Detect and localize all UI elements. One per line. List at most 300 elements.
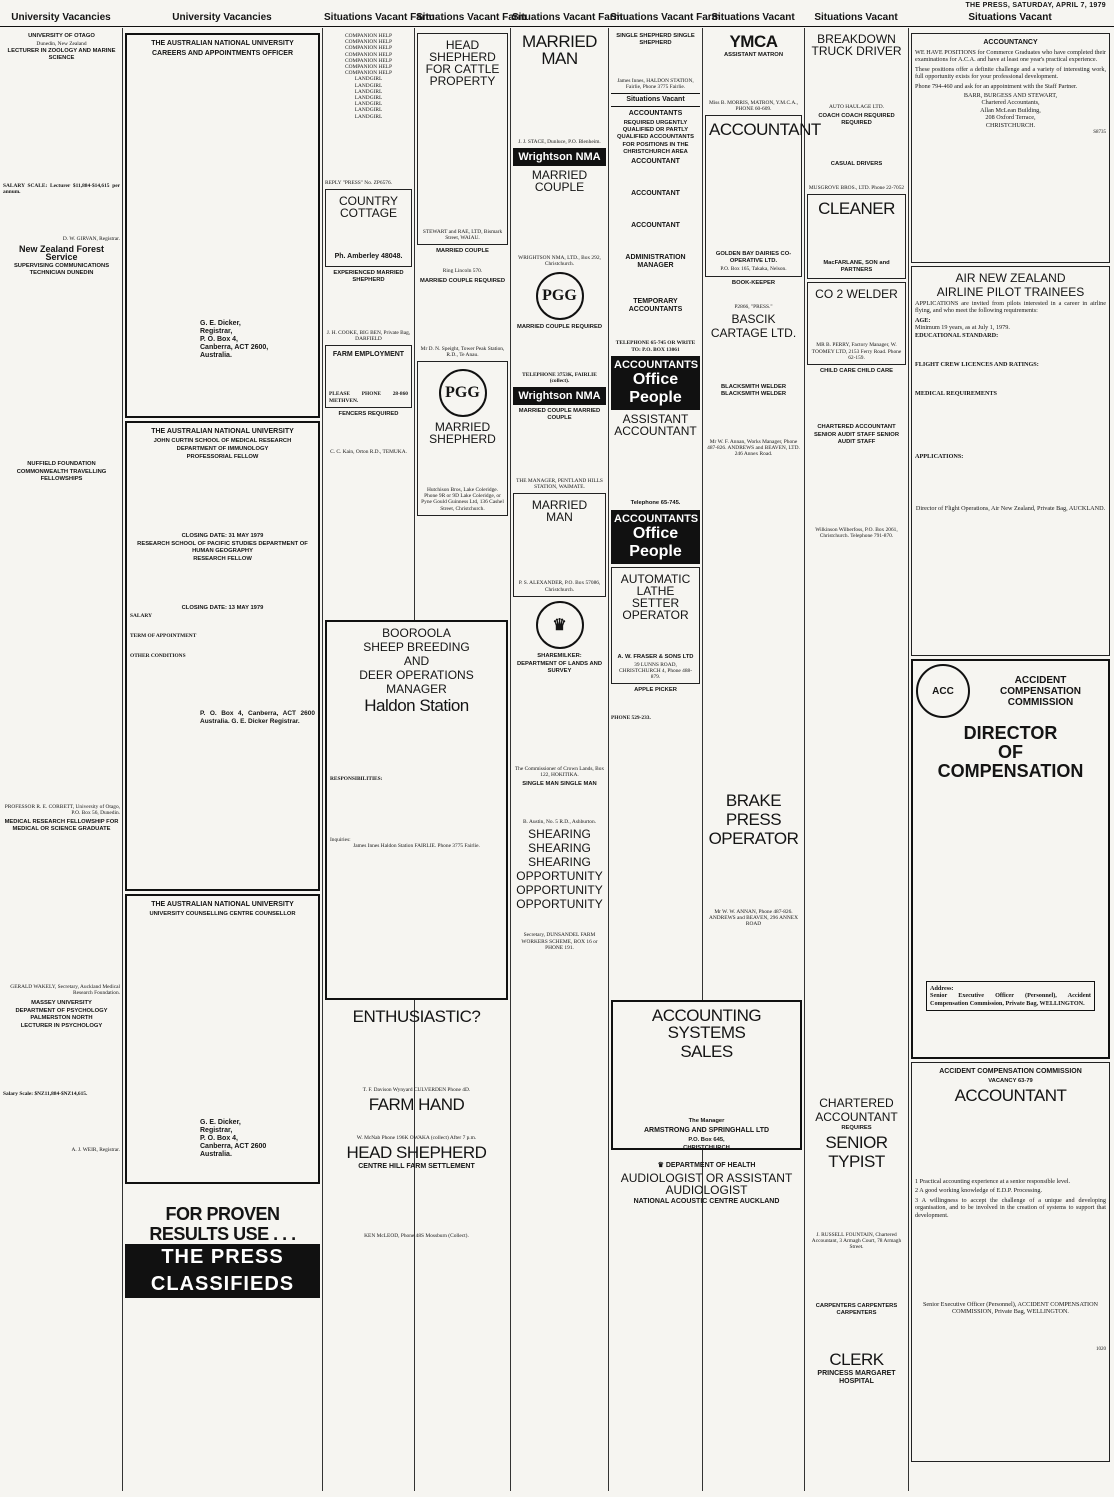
single-man-body (513, 789, 606, 819)
pgg-shepherd-signature: Hutchison Bros, Lake Coleridge. Phone 9R or 9D Lake Coleridge, or Pyne Gould Guinness Ltd, 136 Cashel Street, Christchurch. (421, 487, 504, 512)
bascik-body (705, 341, 802, 381)
married-man-2-ad (513, 493, 606, 596)
column-rule (608, 28, 609, 1491)
forest-service-body (3, 278, 120, 458)
breakdown-truck-body (807, 59, 906, 104)
ymca-post: ASSISTANT MATRON (723, 52, 784, 58)
booroola-inquiries: Inquiries: (330, 837, 351, 844)
companion-help-line: LANDGIRL (354, 82, 383, 89)
accountancy-heading: ACCOUNTANCY (983, 39, 1038, 46)
companion-help-line: COMPANION HELP (345, 64, 392, 71)
shearing-signature: Secretary, DUNSANDEL FARM WORKERS SCHEME, BOX 16 or PHONE 191. (521, 932, 598, 951)
air-nz-flight-body (915, 368, 1106, 390)
booroola-responsibilities: RESPONSIBILITIES: (330, 776, 383, 782)
cleaner-title: CLEANER (818, 199, 895, 219)
head-shepherd-centre-hill-body (325, 1173, 508, 1233)
accounting-systems-line-1: ACCOUNTING SYSTEMS (651, 1006, 762, 1042)
forest-service-ad (3, 245, 120, 458)
companion-help-reply: REPLY "PRESS" No. ZP6576. (325, 179, 393, 186)
pgg-couple-ad (513, 324, 606, 384)
bookkeeper-reply: P2866, "PRESS." (734, 303, 773, 310)
air-nz-medical-body (915, 398, 1106, 453)
anu-counselling-title: THE AUSTRALIAN NATIONAL UNIVERSITY (151, 901, 294, 908)
shearing-body (513, 912, 606, 932)
accountants-sub-2: FOR POSITIONS IN THE CHRISTCHURCH AREA (622, 142, 689, 156)
anu-medical-closing: CLOSING DATE: 31 MAY 1979 (181, 533, 264, 539)
single-man-title: SINGLE MAN SINGLE MAN (522, 781, 597, 788)
senior-audit-title: SENIOR AUDIT STAFF SENIOR AUDIT STAFF (813, 432, 900, 446)
anu-term-head: TERM OF APPOINTMENT (130, 633, 197, 640)
accountancy-phone: Phone 794-460 and ask for an appointment with the Staff Partner. (915, 82, 1078, 90)
accountant-golden-bay-title: ACCOUNTANT (709, 120, 821, 140)
masthead-rule (0, 26, 1114, 27)
senior-audit-signature: Wilkinson Wilberfoss, P.O. Box 2061, Christchurch. Telephone 791-870. (815, 527, 898, 540)
audiologist-body (611, 1208, 802, 1328)
accounting-systems-company: ARMSTRONG AND SPRINGHALL LTD (643, 1127, 770, 1134)
fencers-body (325, 419, 412, 449)
acc-accountant-title: ACCOUNTANT (954, 1086, 1067, 1105)
country-cottage-title: COUNTRY COTTAGE (338, 194, 399, 221)
pgg-shepherd-title: MARRIED SHEPHERD (429, 420, 496, 447)
companion-help-line: LANDGIRL (354, 113, 383, 120)
acoustic-centre: NATIONAL ACOUSTIC CENTRE AUCKLAND (633, 1198, 780, 1205)
acc-director-ad (911, 659, 1110, 1059)
wrightson-couple-ad (513, 169, 606, 267)
married-man-ad (513, 33, 606, 145)
column-rule (122, 28, 123, 1491)
accountant-golden-bay-body (709, 140, 798, 250)
senior-typist-ad (807, 1095, 906, 1295)
accountant-golden-bay-ad (705, 115, 821, 276)
column-3-lower (325, 1005, 508, 1491)
accountants-phone: TELEPHONE 65-745 OR WRITE TO: P.O. BOX 13061 (615, 340, 696, 353)
accountancy-text: WE HAVE POSITIONS for Commerce Graduates who have completed their examinations for A.C.A. and have at least one year's practical experience. (915, 49, 1106, 64)
health-dept-name: DEPARTMENT OF HEALTH (665, 1162, 756, 1169)
anu-salary-head: SALARY (130, 613, 152, 619)
column-heading-6: Situations Vacant Farm (610, 12, 721, 23)
breakdown-truck-ad (807, 33, 906, 110)
accounting-systems-box: P.O. Box 645, (688, 1137, 725, 1143)
director-line: OF (998, 742, 1023, 762)
anu-counselling-sig-line: Canberra, ACT 2600 (200, 1143, 267, 1150)
acc-title-line: COMMISSION (1007, 696, 1074, 708)
accounting-systems-city: CHRISTCHURCH (683, 1145, 730, 1151)
column-rule (322, 28, 323, 1491)
co2-welder-title: CO 2 WELDER (815, 287, 898, 302)
single-shepherd-title: SINGLE SHEPHERD SINGLE SHEPHERD (616, 33, 695, 46)
companion-help-ad (325, 33, 412, 186)
accountant-heading: ACCOUNTANT (631, 158, 680, 166)
air-nz-intro: APPLICATIONS are invited from pilots interested in a career in airline flying, and who meet the following requirements: (915, 300, 1106, 315)
anu-medical-dept: DEPARTMENT OF IMMUNOLOGY (176, 446, 269, 452)
lathe-setter-ad (611, 567, 700, 685)
anu-careers-sig-line: Registrar, (200, 328, 233, 335)
booroola-line-3: AND (403, 654, 430, 668)
nuffield-signature: PROFESSOR R. E. CORBETT, University of Otago, P.O. Box 56, Dunedin. (4, 803, 120, 817)
head-shepherd-centre-hill-ad (325, 1144, 508, 1239)
health-dept (611, 1162, 802, 1170)
co2-welder-body (811, 302, 902, 342)
apple-picker-body (611, 695, 700, 715)
accounting-systems-ad (611, 1000, 802, 1150)
otago-signature: D. W. GIRVAN, Registrar. (62, 235, 120, 242)
typist-line-1: CHARTERED (819, 1096, 894, 1110)
golden-bay-company: GOLDEN BAY DAIRIES CO-OPERATIVE LTD. (715, 251, 792, 265)
companion-help-line: COMPANION HELP (345, 70, 392, 77)
column-7 (705, 30, 821, 610)
breakdown-truck-title: BREAKDOWN TRUCK DRIVER (811, 32, 902, 58)
pentland-signature: THE MANAGER, PENTLAND HILLS STATION, WAIMATE. (516, 478, 603, 491)
acc-accountant-ad (911, 1062, 1110, 1462)
acc-accountant-requirement: 1 Practical accounting experience at a senior responsible level. (915, 1178, 1071, 1185)
companion-help-line: LANDGIRL (354, 101, 383, 108)
sharemilker-ad (513, 601, 606, 778)
booroola-ad (325, 620, 508, 1000)
anu-pacific-school: RESEARCH SCHOOL OF PACIFIC STUDIES DEPARTMENT OF HUMAN GEOGRAPHY (137, 541, 308, 554)
breakdown-truck-company: AUTO HAULAGE LTD. (829, 104, 884, 110)
anu-careers-body (130, 60, 315, 320)
lands-dept: DEPARTMENT OF LANDS AND SURVEY (516, 660, 603, 674)
acc-director-body (916, 781, 1105, 981)
wrightson-logo: Wrightson NMA (513, 148, 606, 166)
brake-line-2: PRESS (725, 810, 782, 829)
accountancy-ad (911, 33, 1110, 263)
acc-accountant-vacancy: VACANCY 63-79 (988, 1078, 1033, 1084)
anu-careers-sig-line: Australia. (200, 352, 232, 359)
booroola-resp-body (330, 782, 503, 837)
single-man-ad (513, 781, 606, 825)
married-man-2-body (517, 525, 602, 580)
column-8-lower (807, 1300, 906, 1491)
acc-header (916, 664, 1105, 718)
crown-crest-icon: ♛ (536, 601, 584, 649)
farm-employment-title: FARM EMPLOYMENT (332, 351, 405, 359)
companion-help-line: LANDGIRL (354, 95, 383, 102)
single-shepherd-ad (611, 33, 700, 90)
nuffield-title: NUFFIELD FOUNDATION (27, 460, 96, 467)
accountant-heading: ACCOUNTANT (631, 190, 680, 198)
brake-press-body (705, 849, 802, 909)
director-line: DIRECTOR (963, 723, 1058, 743)
companion-help-list (325, 33, 412, 120)
married-couple-phone: Ring Lincoln 570. (442, 268, 483, 275)
acc-logo-icon: ACC (916, 664, 970, 718)
administration-manager-heading: ADMINISTRATION MANAGER (625, 254, 686, 270)
acc-address-box (926, 981, 1095, 1011)
carpenters-ad (807, 1303, 906, 1348)
companion-help-line: LANDGIRL (354, 76, 383, 83)
anu-medical-body (130, 462, 315, 532)
married-couple-ad (417, 248, 508, 274)
companion-help-line: COMPANION HELP (345, 51, 392, 58)
column-rule (804, 28, 805, 1491)
column-heading-1: University Vacancies (11, 12, 111, 23)
wrightson-logo: Wrightson NMA (513, 387, 606, 405)
anu-pacific-closing: CLOSING DATE: 13 MAY 1979 (181, 605, 264, 611)
medical-research-signature: GERALD WAKELY, Secretary, Auckland Medical Research Foundation. (10, 984, 120, 997)
booroola-signature: James Innes Haldon Station FAIRLIE. Phone 3775 Fairlie. (353, 843, 480, 850)
massey-body (3, 1031, 120, 1091)
booroola-line-4: DEER OPERATIONS (359, 668, 474, 682)
air-nz-age: Minimum 19 years, as at July 1, 1979. (915, 324, 1010, 332)
brake-press-ad (705, 790, 802, 970)
senior-audit-ad (807, 424, 906, 539)
acc-accountant-signature: Senior Executive Officer (Personnel), ACCIDENT COMPENSATION COMMISSION, Private Bag, WELLINGTON. (922, 1301, 1099, 1316)
companion-help-line: COMPANION HELP (345, 57, 392, 64)
carpenters-title: CARPENTERS CARPENTERS CARPENTERS (815, 1303, 898, 1316)
pgg-logo: PGG (439, 369, 487, 417)
pentland-title: MARRIED COUPLE MARRIED COUPLE (518, 408, 601, 422)
massey-title: MASSEY UNIVERSITY (31, 999, 92, 1006)
accountant-body (611, 232, 700, 252)
blacksmith-signature: Mr W. F. Annan, Works Manager, Phone 487-826. ANDREWS and BEAVEN, LTD. 246 Annex Road. (707, 438, 800, 458)
column-rule (510, 28, 511, 1491)
apple-picker-title: APPLE PICKER (634, 687, 677, 694)
booroola-line-2: SHEEP BREEDING (363, 640, 470, 654)
head-shepherd-cattle-body (421, 89, 504, 229)
air-nz-education-body (915, 339, 1106, 361)
haldon-station: Haldon Station (364, 696, 469, 715)
shearing-line: SHEARING (528, 827, 591, 842)
married-couple-required-body (417, 286, 508, 346)
otago-ad (3, 33, 120, 242)
farm-hand-signature: W. McNab Phone 196K OWAKA (collect) After 7 p.m. (356, 1135, 477, 1142)
senior-typist-body (807, 1172, 906, 1232)
temporary-accountants-body (611, 316, 700, 340)
married-man-title: MARRIED MAN (522, 32, 597, 68)
column-heading-4: Situations Vacant Farm (416, 12, 527, 23)
anu-pacific-body (130, 564, 315, 604)
massey-post: LECTURER IN PSYCHOLOGY (20, 1022, 103, 1029)
otago-place: Dunedin, New Zealand (36, 41, 87, 47)
pgg-couple-phone: TELEPHONE 3753K, FAIRLIE (collect). (522, 371, 597, 384)
promo-line-1: FOR PROVEN (165, 1204, 280, 1224)
temporary-accountants-heading: TEMPORARY ACCOUNTANTS (628, 298, 683, 314)
acc-accountant-body-2 (915, 1221, 1106, 1301)
head-shepherd-cattle-signature: STEWART and RAE, LTD, Bismark Street, WAIAU. (422, 229, 503, 242)
anu-careers-title: THE AUSTRALIAN NATIONAL UNIVERSITY (151, 40, 294, 47)
apple-picker-phone: PHONE 529-233. (611, 715, 651, 722)
medical-research-body (3, 834, 120, 984)
co2-welder-signature: MR B. PERRY, Factory Manager, W. TOOMEY LTD, 2153 Ferry Road. Phone 62-159. (811, 342, 902, 361)
blacksmith-body (705, 399, 802, 439)
farm-hand-body (325, 1115, 508, 1135)
acc-title-line: ACCIDENT (1014, 674, 1067, 686)
head-shepherd-cattle-title: HEAD SHEPHERD FOR CATTLE PROPERTY (425, 38, 500, 88)
lathe-setter-title: AUTOMATIC LATHE SETTER OPERATOR (620, 571, 691, 622)
column-heading-9: Situations Vacant (968, 12, 1052, 23)
single-man-signature: B. Austin, No. 5 R.D., Ashburton. (522, 819, 597, 826)
nuffield-ad (3, 461, 120, 816)
farm-hand-ad (325, 1096, 508, 1141)
head-shepherd-cattle-ad (417, 33, 508, 245)
barr-line: Allan McLean Building, (980, 106, 1041, 114)
shearing-line: SHEARING (528, 841, 591, 856)
massey-salary: Salary Scale: $NZ11,884-$NZ14,615. (3, 1090, 88, 1097)
farm-employment-body (329, 361, 408, 391)
country-cottage-ad (325, 189, 412, 267)
typist-line-5: TYPIST (828, 1152, 885, 1171)
medical-research-ad (3, 819, 120, 996)
audiologist-title: AUDIOLOGIST OR ASSISTANT AUDIOLOGIST (620, 1171, 793, 1197)
lathe-setter-company: A. W. FRASER & SONS LTD (617, 653, 694, 660)
companion-help-line: COMPANION HELP (345, 45, 392, 52)
massey-ad (3, 1000, 120, 1153)
clerk-body (807, 1388, 906, 1468)
farm-employment-phone: PLEASE PHONE 28-860 METHVEN. (329, 391, 408, 404)
accountants-sub: REQUIRED URGENTLY QUALIFIED OR PARTLY QUALIFIED ACCOUNTANTS (617, 120, 694, 141)
bookkeeper-ad (705, 280, 802, 310)
single-shepherd-signature: James Innes, HALDON STATION, Fairlie, Phone 3775 Fairlie. (617, 78, 694, 91)
companion-help-line: COMPANION HELP (345, 33, 392, 39)
otago-body-2 (3, 196, 120, 236)
coach-body (807, 128, 906, 158)
acc-accountant-requirements (915, 1178, 1106, 1219)
air-nz-title-1: AIR NEW ZEALAND (955, 271, 1066, 285)
massey-signature: A. J. WEIR, Registrar. (71, 1146, 120, 1153)
office-people-name: Office People (629, 524, 682, 560)
dateline: THE PRESS, SATURDAY, APRIL 7, 1979 (965, 2, 1106, 9)
medical-research-title: MEDICAL RESEARCH FELLOWSHIP FOR MEDICAL OR SCIENCE GRADUATE (4, 819, 119, 833)
anu-careers-post: CAREERS AND APPOINTMENTS OFFICER (151, 50, 294, 57)
assistant-accountant-body (611, 439, 700, 499)
accounting-systems-line-2: SALES (680, 1042, 733, 1061)
bookkeeper-body (705, 288, 802, 304)
anu-counselling-post: UNIVERSITY COUNSELLING CENTRE COUNSELLOR (149, 911, 296, 917)
air-nz-title-2: AIRLINE PILOT TRAINEES (936, 285, 1085, 299)
anu-careers-ad (125, 33, 320, 418)
promo-line-2: RESULTS USE . . . (149, 1224, 296, 1244)
fencers-title: FENCERS REQUIRED (338, 410, 399, 417)
pentland-ad (513, 408, 606, 490)
barr-line: BARR, BURGESS AND STEWART, (963, 92, 1058, 100)
acc-accountant-body (915, 1106, 1106, 1176)
enthusiastic-body (325, 1027, 508, 1087)
anu-counselling-sig-line: G. E. Dicker, (200, 1119, 241, 1126)
office-people-logo (611, 356, 700, 410)
companion-help-line: LANDGIRL (354, 107, 383, 114)
typist-line-3: REQUIRES (841, 1125, 872, 1131)
married-couple-required-title: MARRIED COUPLE REQUIRED (419, 277, 506, 284)
booroola-line-5: MANAGER (386, 682, 447, 696)
carpenters-body (807, 1318, 906, 1348)
child-care-title: CHILD CARE CHILD CARE (819, 368, 894, 375)
accounting-systems-body (616, 1062, 797, 1117)
head-shepherd-centre-hill-signature: KEN McLEOD, Phone 48S Mossburn (Collect). (364, 1233, 469, 1240)
head-shepherd-centre-hill-title: HEAD SHEPHERD (346, 1143, 487, 1163)
casual-drivers-title: CASUAL DRIVERS (830, 161, 883, 168)
chartered-accountant-head: CHARTERED ACCOUNTANT (817, 424, 896, 431)
lathe-setter-address: 39 LUNNS ROAD, CHRISTCHURCH 4, Phone 488-879. (618, 661, 693, 681)
barr-line: 208 Oxford Terrace, (985, 114, 1036, 122)
pgg-shepherd-body (421, 447, 504, 487)
shearing-line: SHEARING (528, 855, 591, 870)
wrightson-couple-body (513, 195, 606, 255)
companion-help-body (325, 120, 412, 180)
assistant-accountant-ad (611, 413, 700, 507)
single-shepherd-body (611, 48, 700, 78)
assistant-accountant-phone: Telephone 65-745. (630, 499, 681, 506)
ymca-ad (705, 33, 802, 112)
head-shepherd-centre-hill-sub: CENTRE HILL FARM SETTLEMENT (358, 1163, 475, 1171)
air-nz-medical-head: MEDICAL REQUIREMENTS (915, 390, 997, 398)
casual-drivers-body (807, 169, 906, 185)
accountants-title: ACCOUNTANTS (628, 110, 683, 118)
anu-medical-title: THE AUSTRALIAN NATIONAL UNIVERSITY (151, 428, 294, 435)
accountant-body (611, 168, 700, 188)
anu-careers-sig-line: Canberra, ACT 2600, (200, 344, 269, 351)
anu-counselling-signature (200, 1119, 315, 1159)
barr-line: CHRISTCHURCH. (985, 121, 1036, 129)
column-8 (807, 30, 906, 675)
brake-line-1: BRAKE (725, 791, 782, 810)
married-man-2-signature: P. S. ALEXANDER, P.O. Box 57086, Christchurch. (518, 580, 601, 593)
casual-drivers-company: MUSGROVE BROS., LTD. Phone 22-7052 (808, 185, 905, 192)
nuffield-body (3, 484, 120, 804)
wrightson-couple-signature: WRIGHTSON NMA, LTD., Box 292, Christchurch. (518, 255, 601, 268)
massey-body-2 (3, 1097, 120, 1147)
anu-careers-sig-line: G. E. Dicker, (200, 320, 241, 327)
opportunity-line: OPPORTUNITY (516, 897, 603, 912)
barr-line: Chartered Accountants, (981, 99, 1040, 107)
administration-manager-body (611, 272, 700, 296)
promo-classifieds: CLASSIFIEDS (125, 1271, 320, 1298)
anu-other-head: OTHER CONDITIONS (130, 653, 186, 660)
air-nz-age-head: AGE: (915, 316, 931, 324)
blacksmith-ad (705, 384, 802, 458)
pgg-shepherd-ad (417, 361, 508, 516)
co2-welder-ad (807, 282, 906, 365)
pentland-body (513, 423, 606, 478)
opportunity-line: OPPORTUNITY (516, 869, 603, 884)
married-man-body (513, 69, 606, 139)
otago-post: LECTURER IN ZOOLOGY AND MARINE SCIENCE (7, 48, 116, 62)
farm-hand-title: FARM HAND (368, 1095, 465, 1115)
column-4 (417, 30, 508, 615)
anu-counselling-sig-line: Registrar, (200, 1127, 233, 1134)
married-man-signature: J. J. STACE, Dunluce, P.O. Blenheim. (518, 139, 601, 145)
office-people-accountants: ACCOUNTANTS (614, 512, 699, 525)
golden-bay-address: P.O. Box 165, Takaka, Nelson. (720, 266, 787, 273)
column-heading-3: Situations Vacant Farm (324, 12, 435, 23)
ymca-signature: Miss B. MORRIS, MATRON, Y.M.C.A., PHONE 60-609. (709, 100, 798, 113)
ymca-body (705, 60, 802, 100)
coach-ad (807, 113, 906, 158)
opportunity-line: OPPORTUNITY (516, 883, 603, 898)
country-cottage-body (329, 221, 408, 251)
column-heading-5: Situations Vacant Farm (512, 12, 623, 23)
married-shepherd-body (325, 285, 412, 330)
fencers-signature: C. C. Kain, Orton R.D., TEMUKA. (330, 448, 407, 455)
anu-counselling-sig-line: Australia. (200, 1151, 232, 1158)
office-people-logo (611, 510, 700, 564)
married-couple-required-ad (417, 278, 508, 358)
health-ad (611, 1160, 802, 1491)
sharemilker-title: SHAREMILKER: (537, 652, 582, 659)
situations-vacant-subhead: Situations Vacant (611, 93, 700, 107)
farm-employment-ad (325, 345, 412, 407)
bascik-line-2: CARTAGE LTD. (710, 325, 797, 340)
column-heading-7: Situations Vacant (711, 12, 795, 23)
anu-other-body (130, 660, 315, 710)
brake-line-3: OPERATOR (708, 829, 799, 848)
anu-salary-body (130, 619, 315, 633)
senior-audit-body (807, 447, 906, 527)
cleaner-body (811, 219, 902, 259)
clerk-ad (807, 1351, 906, 1468)
column-9 (911, 30, 1110, 1491)
lathe-setter-body (615, 623, 696, 653)
